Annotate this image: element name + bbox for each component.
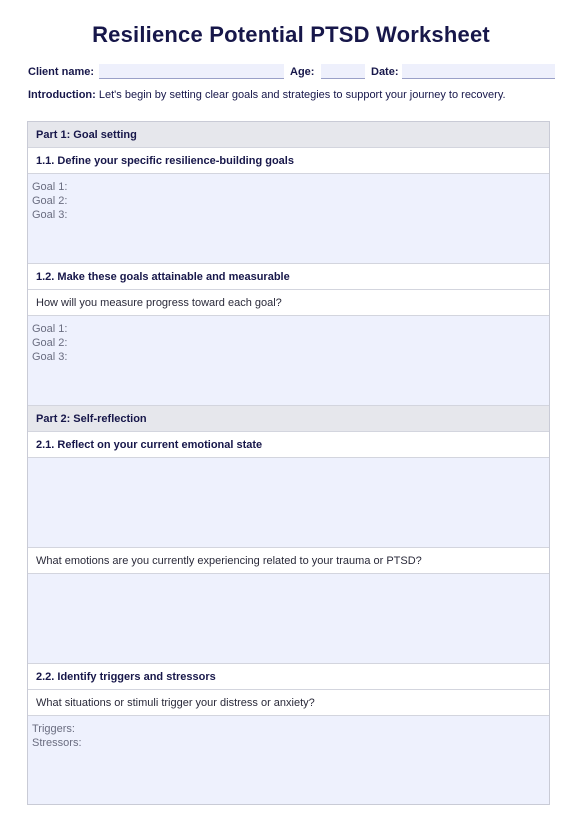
part1-header: [28, 122, 549, 148]
section-2-1-question: [28, 548, 549, 574]
introduction-text: Let's begin by setting clear goals and strategies to support your journey to recovery.: [98, 89, 506, 101]
section-2-2-question: [28, 690, 549, 716]
introduction: [28, 89, 558, 101]
section-2-1-title: 2.1. Reflect on your current emotional state: [36, 439, 263, 451]
section-1-1-header: [28, 148, 549, 174]
triggers-question: What situations or stimuli trigger your distress or anxiety?: [36, 697, 315, 709]
section-2-2-title: 2.2. Identify triggers and stressors: [36, 671, 216, 683]
worksheet-table: [27, 121, 550, 805]
measure-goal-3-label: Goal 3:: [32, 351, 68, 363]
goal-2-label: Goal 2:: [32, 195, 68, 207]
part1-title: Part 1: Goal setting: [36, 129, 137, 141]
goals-answer-area[interactable]: [28, 174, 549, 264]
stressors-label: Stressors:: [32, 737, 82, 749]
measure-goal-1-label: Goal 1:: [32, 323, 68, 335]
date-field[interactable]: [402, 64, 555, 79]
triggers-lines: [32, 722, 82, 750]
emotional-state-answer-area[interactable]: [28, 458, 549, 548]
section-2-1-header: [28, 432, 549, 458]
triggers-answer-area[interactable]: [28, 716, 549, 804]
date-label: Date:: [371, 66, 399, 78]
section-1-2-header: [28, 264, 549, 290]
section-1-1-title: 1.1. Define your specific resilience-building goals: [36, 155, 294, 167]
client-info-row: [28, 64, 558, 80]
section-1-2-question: [28, 290, 549, 316]
measure-progress-question: How will you measure progress toward each goal?: [36, 297, 282, 309]
part2-header: [28, 406, 549, 432]
emotions-question: What emotions are you currently experiencing related to your trauma or PTSD?: [36, 555, 422, 567]
worksheet-title: Resilience Potential PTSD Worksheet: [92, 22, 490, 47]
section-1-2-title: 1.2. Make these goals attainable and measurable: [36, 271, 290, 283]
section-2-2-header: [28, 664, 549, 690]
goal-3-label: Goal 3:: [32, 209, 68, 221]
goal-1-label: Goal 1:: [32, 181, 68, 193]
triggers-label: Triggers:: [32, 723, 75, 735]
measure-answer-area[interactable]: [28, 316, 549, 406]
emotions-answer-area[interactable]: [28, 574, 549, 664]
measure-goal-2-label: Goal 2:: [32, 337, 68, 349]
part2-title: Part 2: Self-reflection: [36, 413, 147, 425]
client-name-label: Client name:: [28, 66, 95, 78]
age-label: Age:: [290, 66, 315, 78]
measure-lines: [32, 322, 67, 364]
client-name-field[interactable]: [99, 64, 284, 79]
introduction-label: Introduction:: [28, 89, 96, 101]
age-field[interactable]: [321, 64, 365, 79]
goals-lines: [32, 180, 67, 222]
